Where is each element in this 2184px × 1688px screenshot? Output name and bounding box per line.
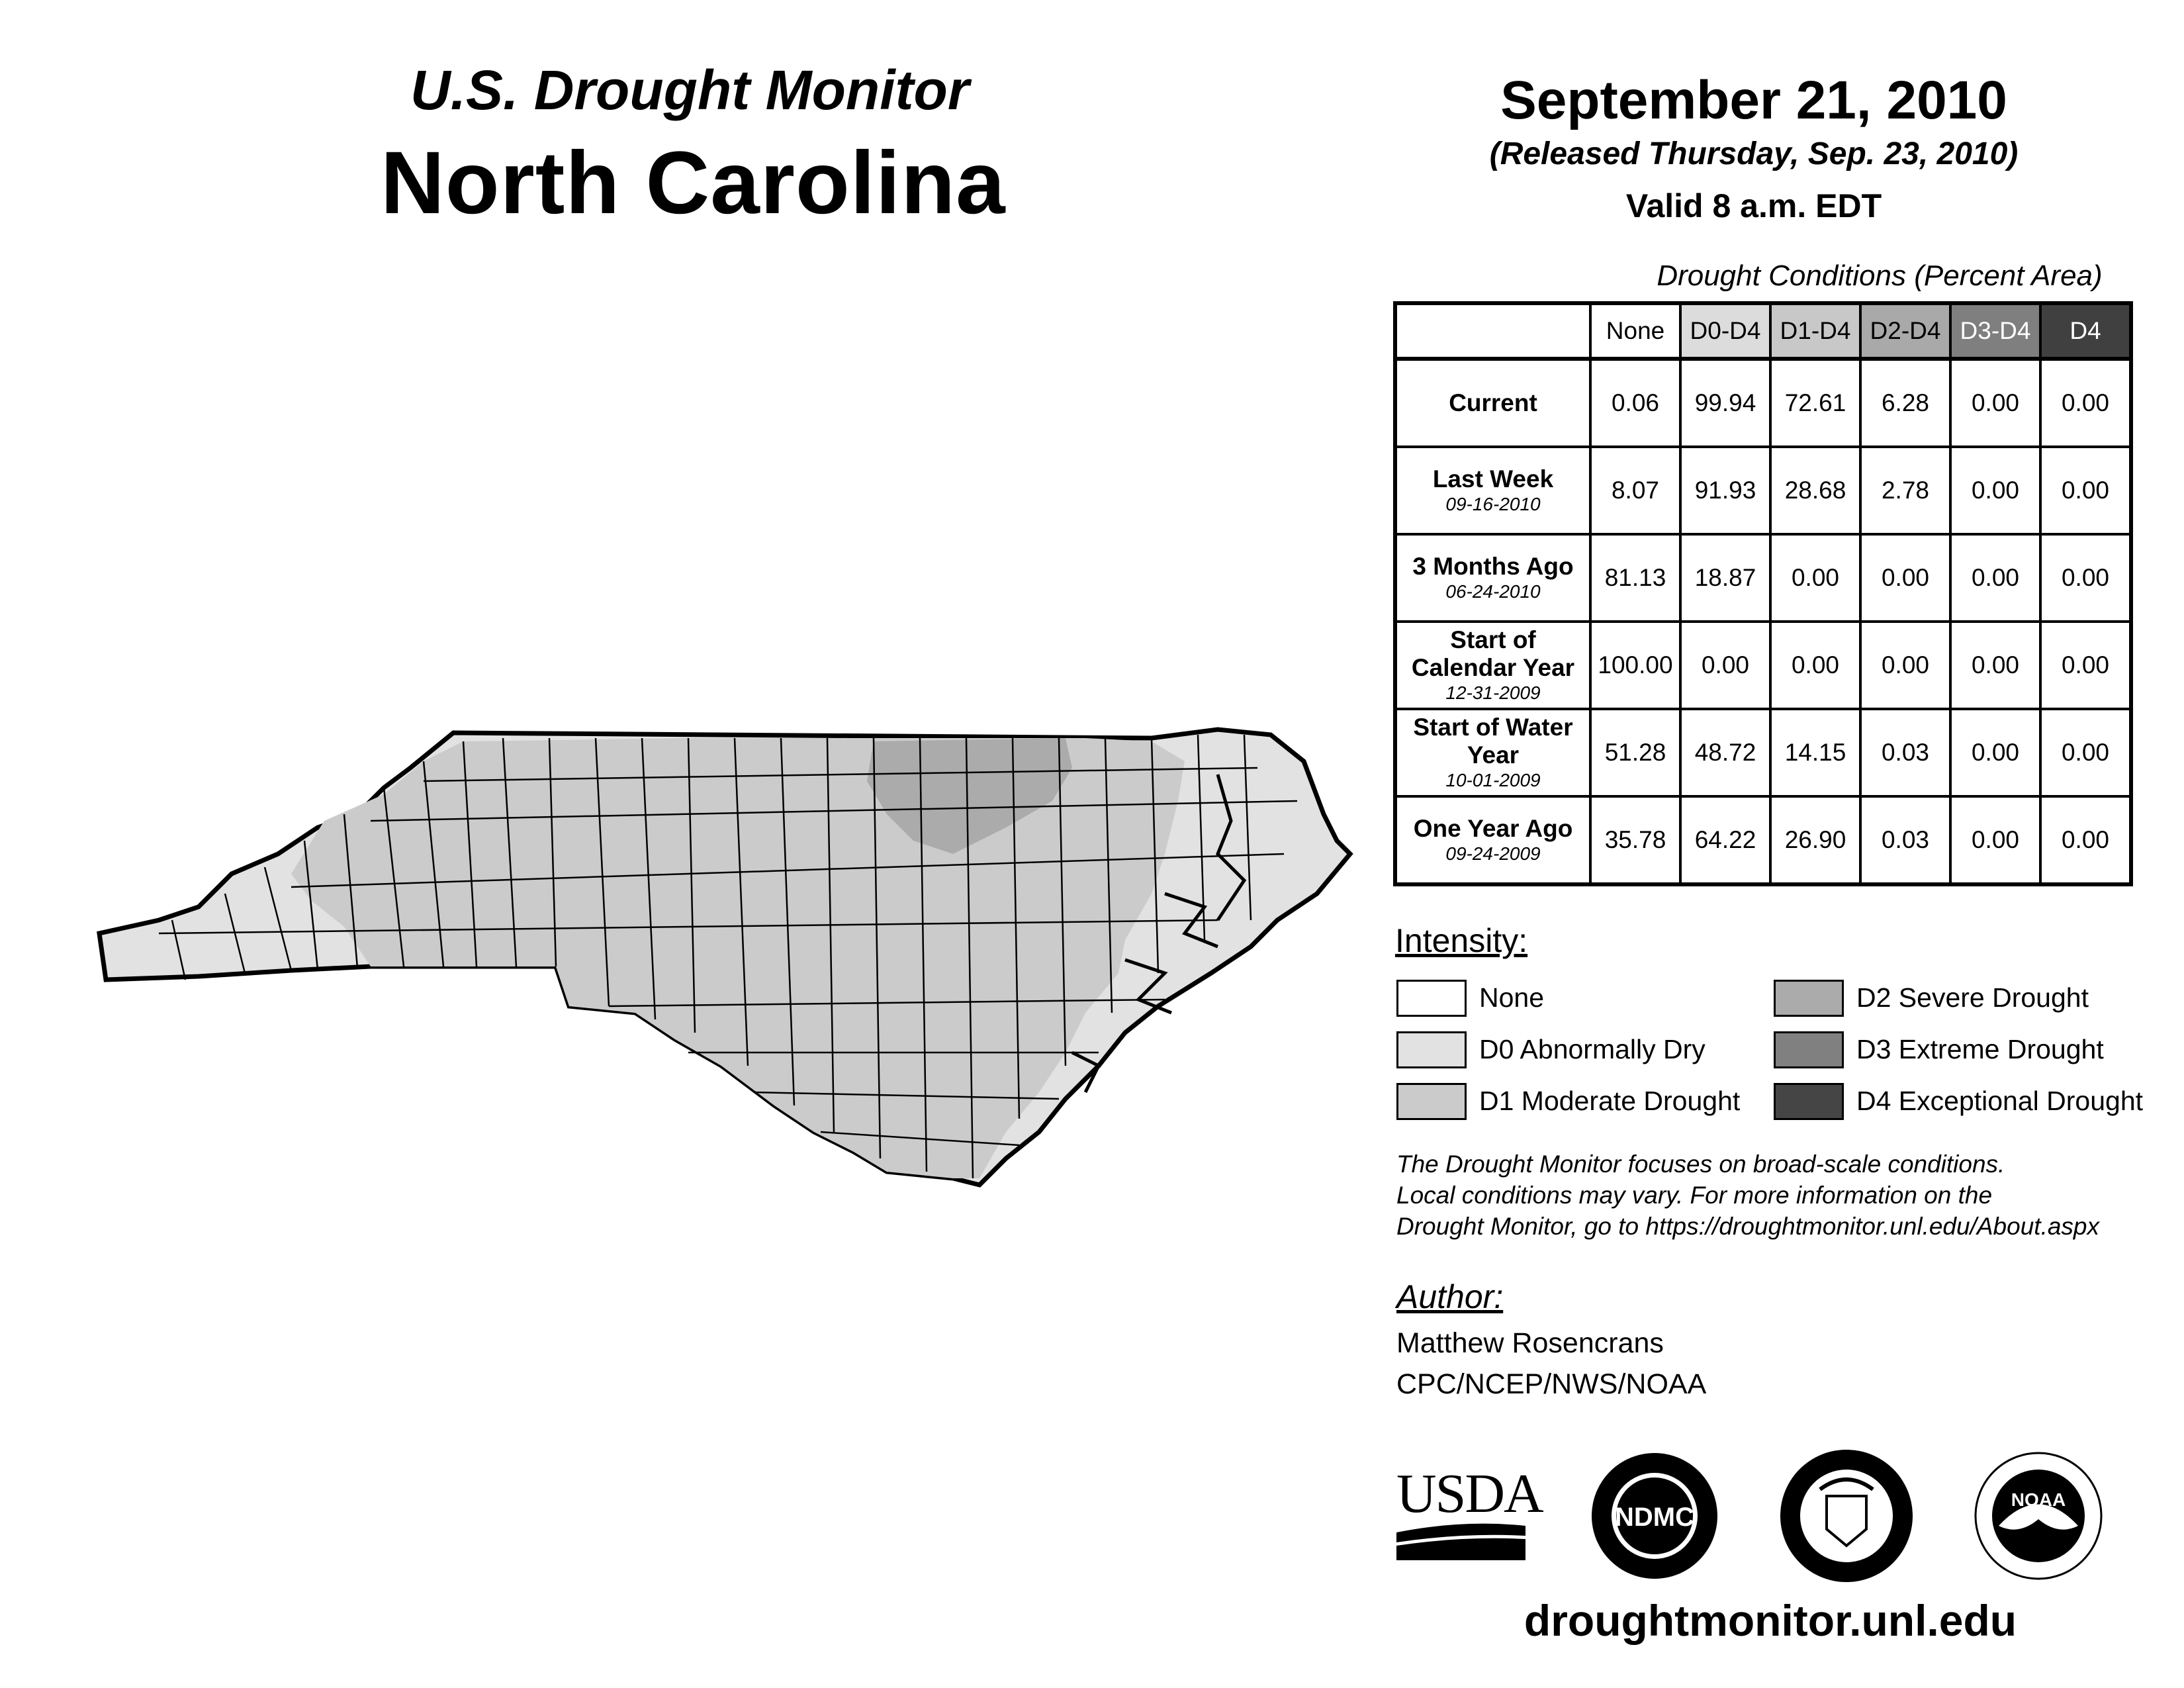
- table-cell: 0.00: [1770, 534, 1860, 622]
- table-cell: 6.28: [1860, 359, 1950, 447]
- table-cell: 0.00: [2040, 622, 2131, 709]
- author-org: CPC/NCEP/NWS/NOAA: [1396, 1368, 1707, 1400]
- usda-logo: [1396, 1463, 1543, 1566]
- table-cell: 0.00: [1860, 534, 1950, 622]
- valid-time: Valid 8 a.m. EDT: [1625, 187, 1882, 224]
- row-label-text: One Year Ago: [1413, 815, 1573, 842]
- table-cell: 0.00: [2040, 709, 2131, 796]
- note-line: Drought Monitor, go to https://droughtmonitor.unl.edu/About.aspx: [1396, 1213, 2099, 1240]
- state-name-title: North Carolina: [381, 134, 1006, 232]
- table-cell: 18.87: [1680, 534, 1770, 622]
- noaa-logo-text: NOAA: [2011, 1489, 2066, 1510]
- north-carolina-drought-map: [93, 722, 1416, 1225]
- table-cell: 0.03: [1860, 709, 1950, 796]
- table-cell: 0.03: [1860, 796, 1950, 884]
- column-header: D1-D4: [1770, 303, 1860, 359]
- table-cell: 0.00: [2040, 796, 2131, 884]
- legend-swatch: [1774, 1031, 1844, 1068]
- table-cell: 26.90: [1770, 796, 1860, 884]
- author-name: Matthew Rosencrans: [1396, 1327, 1664, 1359]
- legend-swatch: [1396, 980, 1467, 1017]
- table-cell: 0.06: [1590, 359, 1680, 447]
- noaa-logo: [1966, 1443, 2111, 1589]
- row-label: [1395, 534, 1590, 622]
- usda-logo-text: USDA: [1396, 1463, 1543, 1524]
- table-cell: 8.07: [1590, 447, 1680, 534]
- table-cell: 64.22: [1680, 796, 1770, 884]
- legend-swatch: [1396, 1031, 1467, 1068]
- monitor-title: U.S. Drought Monitor: [410, 59, 970, 121]
- table-cell: 0.00: [1950, 622, 2040, 709]
- row-label-text: Current: [1449, 389, 1537, 416]
- table-cell: 35.78: [1590, 796, 1680, 884]
- row-label: [1395, 622, 1590, 709]
- table-cell: 0.00: [1860, 622, 1950, 709]
- column-header: D3-D4: [1950, 303, 2040, 359]
- row-date: 10-01-2009: [1445, 770, 1541, 790]
- table-row: [1395, 534, 2131, 622]
- column-header: None: [1590, 303, 1680, 359]
- table-cell: 0.00: [2040, 534, 2131, 622]
- column-header: D4: [2040, 303, 2131, 359]
- table-cell: 100.00: [1590, 622, 1680, 709]
- legend-label: None: [1479, 982, 1545, 1013]
- legend-label: D4 Exceptional Drought: [1856, 1086, 2144, 1116]
- table-cell: 0.00: [1950, 534, 2040, 622]
- table-cell: 0.00: [2040, 447, 2131, 534]
- table-cell: 99.94: [1680, 359, 1770, 447]
- table-cell: 91.93: [1680, 447, 1770, 534]
- row-label: [1395, 709, 1590, 796]
- table-row: [1395, 447, 2131, 534]
- legend-label: D0 Abnormally Dry: [1479, 1034, 1706, 1064]
- table-header-row: [1395, 303, 2131, 359]
- legend-swatch: [1774, 980, 1844, 1017]
- table-cell: 48.72: [1680, 709, 1770, 796]
- conditions-table-title: Drought Conditions (Percent Area): [1657, 259, 2103, 292]
- intensity-heading: Intensity:: [1395, 922, 1528, 959]
- row-date: 09-16-2010: [1445, 494, 1541, 514]
- column-header: D2-D4: [1860, 303, 1950, 359]
- department-of-commerce-logo: [1774, 1443, 1919, 1589]
- row-label-text: Start of Calendar Year: [1411, 626, 1575, 681]
- table-row: [1395, 622, 2131, 709]
- legend-label: D2 Severe Drought: [1856, 982, 2089, 1013]
- legend-swatch: [1774, 1083, 1844, 1120]
- note-line: The Drought Monitor focuses on broad-scale conditions.: [1396, 1150, 2005, 1178]
- table-cell: 0.00: [1770, 622, 1860, 709]
- row-date: 09-24-2009: [1445, 843, 1541, 864]
- release-date: (Released Thursday, Sep. 23, 2010): [1489, 136, 2019, 171]
- table-cell: 0.00: [1950, 709, 2040, 796]
- row-label: [1395, 796, 1590, 884]
- map-date: September 21, 2010: [1500, 70, 2007, 130]
- row-date: 06-24-2010: [1445, 581, 1541, 602]
- note-line: Local conditions may vary. For more information on the: [1396, 1182, 1993, 1209]
- table-cell: 51.28: [1590, 709, 1680, 796]
- usda-logo-swoosh: [1396, 1519, 1529, 1566]
- table-cell: 28.68: [1770, 447, 1860, 534]
- table-row: [1395, 359, 2131, 447]
- row-label-text: 3 Months Ago: [1412, 553, 1574, 580]
- header-blank: [1395, 303, 1590, 359]
- drought-conditions-table: [1393, 301, 2133, 886]
- ndmc-logo-text: NDMC: [1615, 1503, 1694, 1532]
- table-cell: 0.00: [2040, 359, 2131, 447]
- ndmc-logo: [1582, 1443, 1727, 1589]
- table-row: [1395, 709, 2131, 796]
- row-label: [1395, 447, 1590, 534]
- author-block: [1396, 1323, 1706, 1405]
- column-header: D0-D4: [1680, 303, 1770, 359]
- row-label-text: Last Week: [1432, 465, 1554, 492]
- table-cell: 81.13: [1590, 534, 1680, 622]
- table-cell: 0.00: [1680, 622, 1770, 709]
- table-cell: 0.00: [1950, 447, 2040, 534]
- legend-label: D1 Moderate Drought: [1479, 1086, 1741, 1116]
- table-cell: 2.78: [1860, 447, 1950, 534]
- footer-website[interactable]: droughtmonitor.unl.edu: [1524, 1596, 2017, 1645]
- table-row: [1395, 796, 2131, 884]
- author-heading: Author:: [1396, 1278, 1504, 1315]
- legend-swatch: [1396, 1083, 1467, 1120]
- table-cell: 0.00: [1950, 796, 2040, 884]
- row-label: [1395, 359, 1590, 447]
- table-cell: 14.15: [1770, 709, 1860, 796]
- legend-label: D3 Extreme Drought: [1856, 1034, 2104, 1064]
- row-label-text: Start of Water Year: [1413, 714, 1573, 769]
- table-cell: 0.00: [1950, 359, 2040, 447]
- row-date: 12-31-2009: [1445, 682, 1541, 703]
- table-cell: 72.61: [1770, 359, 1860, 447]
- disclaimer-note: [1396, 1149, 2158, 1242]
